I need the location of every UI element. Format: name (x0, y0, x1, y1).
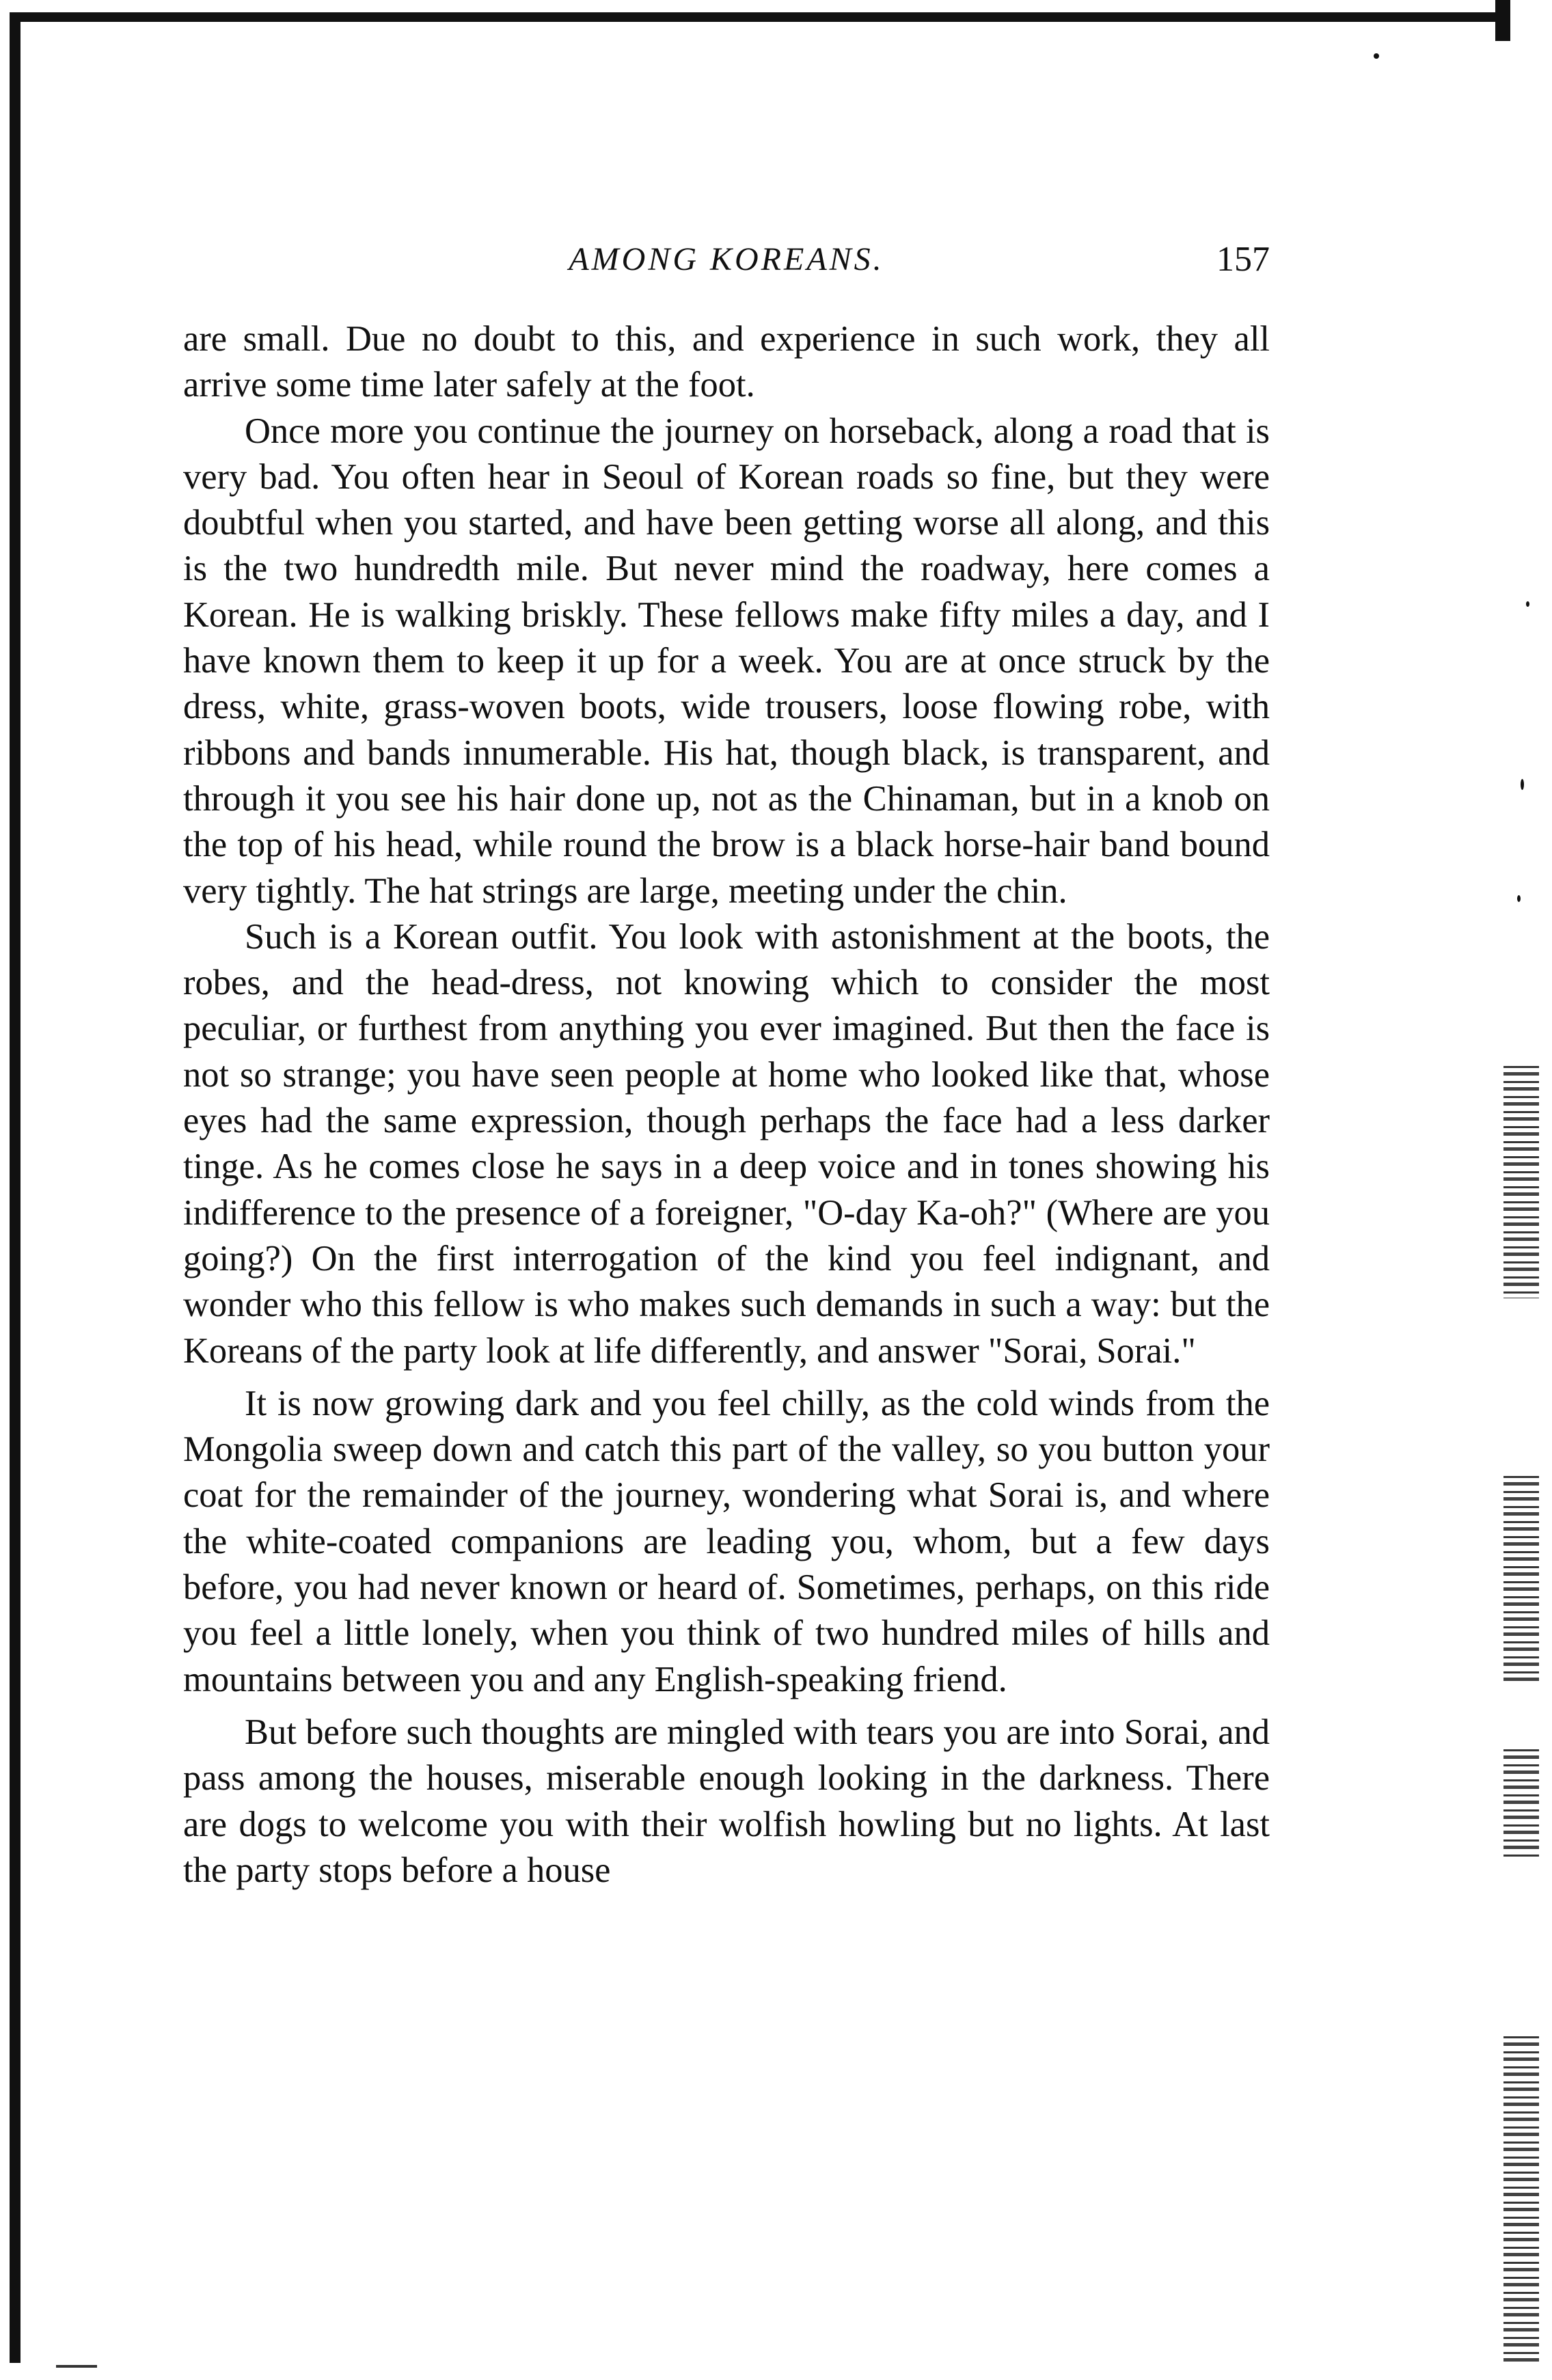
running-title: AMONG KOREANS. (569, 241, 884, 277)
paragraph: It is now growing dark and you feel chilly, as the cold winds from the Mongolia sweep down and catch this part of the valley, so you button your coat for the remainder of the journey, wondering what Sorai is, and where the white-coated companions are leading you, whom, but a few days before, you had never known or heard of. Sometimes, perhaps, on this ride you feel a little lonely, when you think of two hundred miles of hills and mountains between you and any English-speaking friend. (183, 1383, 1270, 1699)
scan-edge-top (14, 12, 1510, 22)
scan-edge-speckle (1503, 1476, 1539, 1681)
scan-dust-dot (1517, 895, 1521, 902)
scan-edge-speckle (1503, 2036, 1539, 2364)
page-body (183, 316, 1270, 1893)
scan-dust-dot (1521, 779, 1524, 790)
scan-dust-dot (1526, 601, 1529, 607)
scan-edge-speckle (1503, 1749, 1539, 1859)
page-header (183, 239, 1270, 280)
scan-edge-speckle (1503, 1066, 1539, 1298)
paragraph: are small. Due no doubt to this, and experience in such work, they all arrive some time later safely at the foot. (183, 319, 1270, 405)
scan-edge-corner (1495, 0, 1510, 41)
paragraph: Once more you continue the journey on horseback, along a road that is very bad. You often hear in Seoul of Korean roads so fine, but they were doubtful when you started, and have been getting worse all along, and this is the two hundredth mile. But never mind the roadway, here comes a Korean. He is walking briskly. These fellows make fifty miles a day, and I have known them to keep it up for a week. You are at once struck by the dress, white, grass-woven boots, wide trousers, loose flowing robe, with ribbons and bands innumerable. His hat, though black, is transparent, and through it you see his hair done up, not as the Chinaman, but in a knob on the top of his head, while round the brow is a black horse-hair band bound very tightly. The hat strings are large, meeting under the chin. (183, 411, 1270, 911)
paragraph: But before such thoughts are mingled with tears you are into Sorai, and pass among the houses, miserable enough looking in the darkness. There are dogs to welcome you with their wolfish howling but no lights. At last the party stops before a house (183, 1712, 1270, 1890)
scan-dust-dot (1374, 53, 1379, 59)
scan-edge-mark (56, 2365, 97, 2368)
paragraph: Such is a Korean outfit. You look with astonishment at the boots, the robes, and the head-dress, not knowing which to consider the most peculiar, or furthest from anything you ever imagined. But then the face is not so strange; you have seen people at home who looked like that, whose eyes had the same expression, though perhaps the face had a less darker tinge. As he comes close he says in a deep voice and in tones showing his indifference to the presence of a foreigner, "O-day Ka-oh?" (Where are you going?) On the first interrogation of the kind you feel indignant, and wonder who this fellow is who makes such demands in such a way: but the Koreans of the party look at life differently, and answer "Sorai, Sorai." (183, 916, 1270, 1371)
scan-edge-left (10, 12, 21, 2363)
page-number: 157 (1216, 240, 1270, 279)
